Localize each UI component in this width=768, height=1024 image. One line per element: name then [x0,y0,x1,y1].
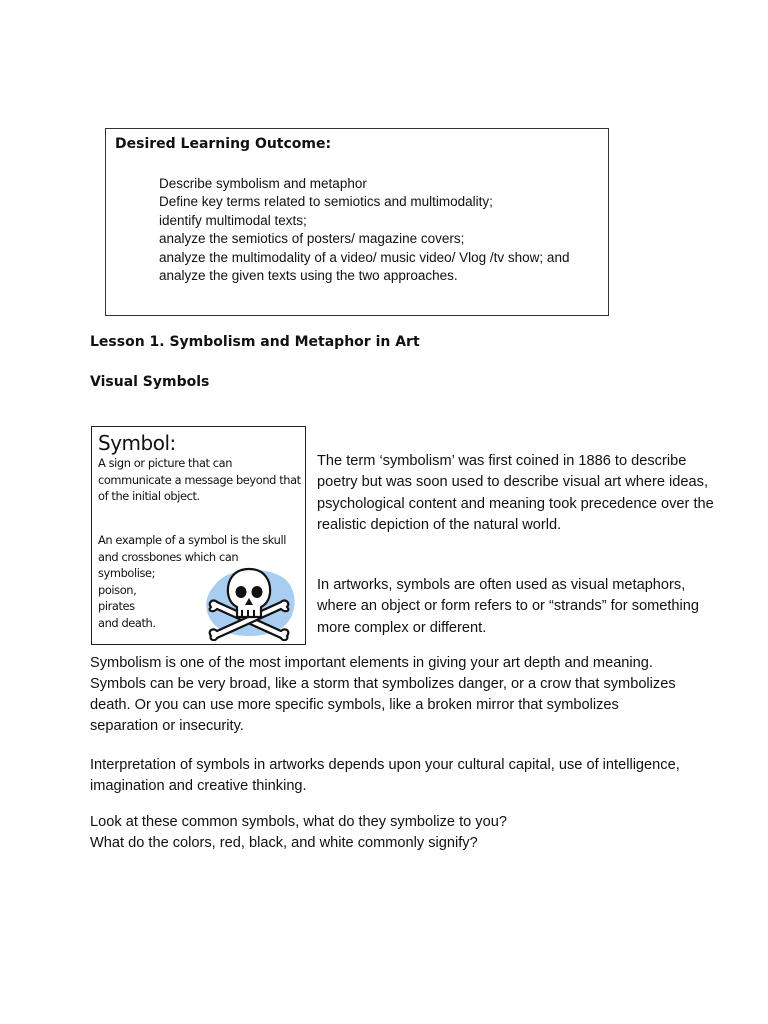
outcome-item: identify multimodal texts; [159,212,307,228]
example-line: An example of a symbol is the skull [98,533,286,547]
example-line: and crossbones which can [98,549,239,564]
intro-paragraph: In artworks, symbols are often used as visual metaphors, where an object or form refers to or “strands” for something more complex or different. [317,577,700,636]
example-line: symbolise; [98,566,156,581]
body-paragraph: Interpretation of symbols in artworks depends upon your cultural capital, use of intelligence, imagination and creative thinking. [90,757,680,794]
outcome-item: analyze the given texts using the two approaches. [159,268,458,284]
section-heading: Visual Symbols [90,374,210,390]
outcome-title: Desired Learning Outcome: [115,136,332,152]
learning-outcome-box [105,128,609,316]
example-line: pirates [98,599,135,614]
outcome-item: Define key terms related to semiotics and multimodality; [159,194,493,210]
outcome-list [159,175,569,285]
example-line: poison, [98,582,137,597]
outcome-item: analyze the multimodality of a video/ music video/ Vlog /tv show; and [159,249,570,265]
outcome-item: Describe symbolism and metaphor [159,176,367,191]
lesson-heading: Lesson 1. Symbolism and Metaphor in Art [90,334,420,350]
symbol-card-title: Symbol: [98,431,176,455]
body-paragraph: Symbolism is one of the most important elements in giving your art depth and meaning. Symbols can be very broad, like a storm that symbolizes danger, or a crow that symbolizes death. Or you can use more specific symbols, like a broken mirror that symbolizes separation or insecurity. [90,655,676,734]
body-paragraph: What do the colors, red, black, and white commonly signify? [90,835,478,851]
symbol-definition-card [91,426,306,645]
outcome-item: analyze the semiotics of posters/ magazine covers; [159,231,465,247]
intro-paragraph: The term ‘symbolism’ was first coined in 1886 to describe poetry but was soon used to describe visual art where ideas, psychological content and meaning took precedence over the realistic depiction of the natural world. [317,453,714,534]
example-line: and death. [98,615,156,630]
body-paragraph: Look at these common symbols, what do they symbolize to you? [90,814,507,830]
skull-and-crossbones-icon [197,565,302,641]
symbol-definition: A sign or picture that can communicate a message beyond that of the initial object. [98,456,301,504]
